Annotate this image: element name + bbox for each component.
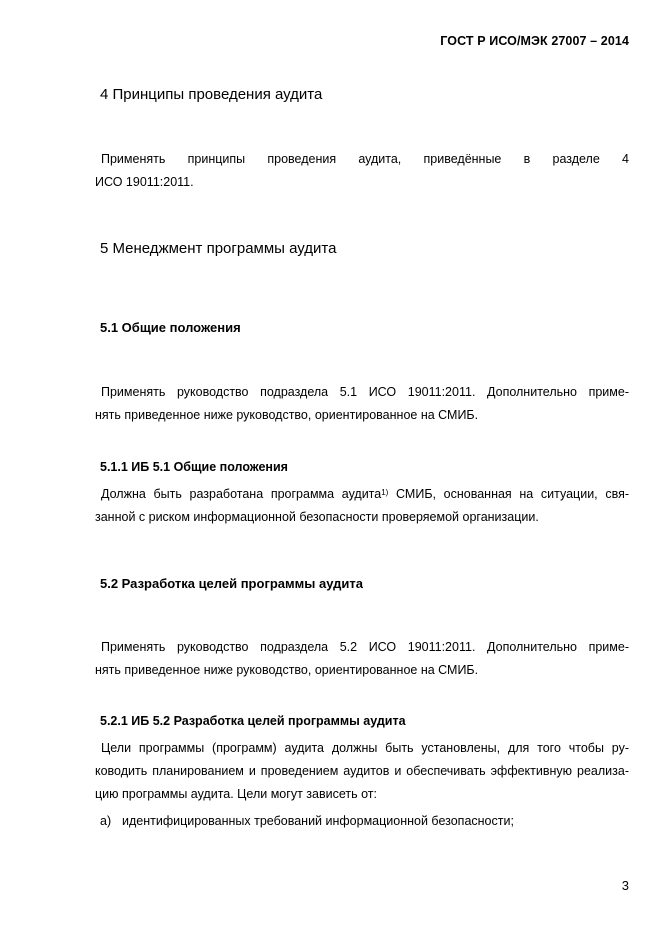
paragraph-text: Должна быть разработана программа аудита [101,487,382,501]
paragraph-line: занной с риском информационной безопасности проверяемой организации. [95,510,539,524]
section-5-title: 5 Менеджмент программы аудита [100,240,337,257]
subsection-5-1-paragraph [95,381,629,427]
list-item-text: идентифицированных требований информационной безопасности; [122,814,514,828]
paragraph-line: Применять руководство подраздела 5.1 ИСО 19011:2011. Дополнительно приме- [101,385,629,399]
paragraph-line: ИСО 19011:2011. [95,175,194,189]
subsection-5-2-title: 5.2 Разработка целей программы аудита [100,576,363,591]
page-number: 3 [621,878,629,893]
paragraph-line: Применять руководство подраздела 5.2 ИСО 19011:2011. Дополнительно приме- [101,640,629,654]
subsection-5-2-1-title: 5.2.1 ИБ 5.2 Разработка целей программы аудита [100,714,406,728]
paragraph-line: нять приведенное ниже руководство, ориентированное на СМИБ. [95,408,479,422]
section-4-title: 4 Принципы проведения аудита [100,86,323,103]
subsection-5-1-1-title: 5.1.1 ИБ 5.1 Общие положения [100,460,288,474]
paragraph-text: СМИБ, основанная на ситуации, свя- [388,487,630,501]
paragraph-line: Цели программы (программ) аудита должны быть установлены, для того чтобы ру- [101,741,629,755]
list-marker: а) [100,814,112,828]
paragraph-line [95,483,629,506]
footnote-marker: 1) [381,488,389,497]
subsection-5-1-title: 5.1 Общие положения [100,320,241,335]
subsection-5-2-paragraph [95,636,629,682]
section-4-paragraph [95,148,629,194]
subsection-5-1-1-paragraph [95,483,629,529]
paragraph-line: ководить планированием и проведением аудитов и обеспечивать эффективную реализа- [95,764,629,778]
subsection-5-2-1-paragraph [95,737,629,806]
paragraph-line: цию программы аудита. Цели могут зависеть от: [95,787,377,801]
paragraph-line: Применять принципы проведения аудита, приведённые в разделе 4 [101,152,629,166]
document-header-code: ГОСТ Р ИСО/МЭК 27007 – 2014 [440,34,629,48]
list-item-a [100,814,514,828]
paragraph-line: нять приведенное ниже руководство, ориентированное на СМИБ. [95,663,479,677]
